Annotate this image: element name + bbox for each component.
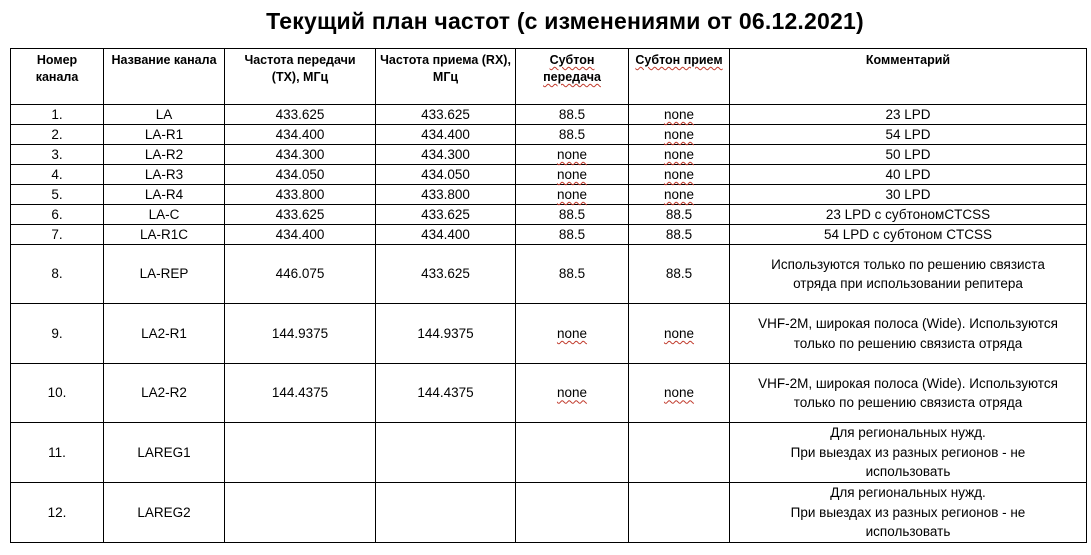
channel-name-cell — [104, 185, 225, 205]
rx-frequency-cell — [376, 245, 516, 304]
channel-name-cell-text: LA-R1C — [139, 227, 188, 242]
subtone-tx-cell-text: 88.5 — [558, 107, 586, 122]
comment-cell-text: 23 LPD с субтономCTCSS — [825, 207, 991, 222]
channel-number-cell-text: 4. — [51, 167, 63, 182]
comment-cell — [730, 304, 1087, 364]
rx-frequency-cell-text: 434.050 — [421, 167, 470, 182]
tx-frequency-cell-text: 446.075 — [275, 266, 325, 282]
table-body — [11, 105, 1087, 543]
table-header-row — [11, 49, 1087, 105]
comment-cell — [730, 245, 1087, 304]
header-subtone-rx — [629, 49, 730, 105]
rx-frequency-cell — [376, 165, 516, 185]
tx-frequency-cell — [225, 105, 376, 125]
comment-cell — [730, 225, 1087, 245]
frequency-plan-table — [10, 48, 1087, 543]
rx-frequency-cell — [376, 105, 516, 125]
rx-frequency-cell-text: 144.4375 — [417, 385, 474, 401]
channel-number-cell-text: 3. — [51, 147, 63, 162]
channel-name-cell-text: LA — [155, 107, 173, 122]
channel-name-cell — [104, 304, 225, 364]
subtone-rx-cell-text: none — [663, 127, 695, 142]
comment-cell — [730, 165, 1087, 185]
channel-number-cell-text: 8. — [51, 266, 63, 282]
channel-number-cell-text: 1. — [51, 107, 63, 122]
comment-cell — [730, 423, 1087, 483]
channel-name-cell-text: LA-C — [148, 207, 180, 222]
subtone-rx-cell — [629, 205, 730, 225]
subtone-tx-cell — [516, 423, 629, 483]
header-tx-frequency: Частота передачи (TX), МГц — [225, 49, 376, 105]
channel-name-cell-text: LAREG1 — [137, 444, 191, 460]
subtone-rx-cell — [629, 364, 730, 423]
subtone-rx-cell — [629, 125, 730, 145]
subtone-rx-cell — [629, 165, 730, 185]
channel-name-cell-text: LA2-R2 — [141, 385, 187, 401]
channel-number-cell — [11, 364, 104, 423]
comment-cell — [730, 125, 1087, 145]
table-row — [11, 225, 1087, 245]
comment-cell — [730, 145, 1087, 165]
channel-number-cell-text: 2. — [51, 127, 63, 142]
channel-number-cell — [11, 245, 104, 304]
subtone-tx-cell — [516, 364, 629, 423]
subtone-rx-cell-text: 88.5 — [665, 227, 693, 242]
tx-frequency-cell — [225, 483, 376, 543]
subtone-tx-cell-text: 88.5 — [558, 207, 586, 222]
subtone-rx-cell — [629, 483, 730, 543]
comment-cell-text: 40 LPD — [885, 167, 931, 182]
tx-frequency-cell-text: 144.4375 — [271, 385, 329, 401]
rx-frequency-cell — [376, 185, 516, 205]
subtone-tx-cell — [516, 165, 629, 185]
rx-frequency-cell — [376, 205, 516, 225]
table-row — [11, 423, 1087, 483]
comment-cell-text: 54 LPD с субтоном CTCSS — [824, 227, 992, 242]
header-subtone-tx-text: Субтон передача — [543, 53, 601, 84]
subtone-tx-cell — [516, 105, 629, 125]
tx-frequency-cell — [225, 125, 376, 145]
header-subtone-tx — [516, 49, 629, 105]
subtone-rx-cell-text: none — [663, 147, 695, 162]
subtone-rx-cell-text: none — [663, 325, 695, 341]
table-row — [11, 185, 1087, 205]
channel-number-cell — [11, 145, 104, 165]
channel-number-cell — [11, 483, 104, 543]
subtone-tx-cell-text: none — [556, 147, 588, 162]
subtone-tx-cell-text: 88.5 — [558, 127, 586, 142]
rx-frequency-cell — [376, 304, 516, 364]
tx-frequency-cell-text: 144.9375 — [271, 325, 329, 341]
channel-name-cell — [104, 205, 225, 225]
channel-number-cell — [11, 225, 104, 245]
subtone-rx-cell-text: 88.5 — [665, 266, 693, 282]
subtone-tx-cell — [516, 205, 629, 225]
comment-cell-text: Для региональных нужд. При выездах из разных регионов - не использовать — [790, 425, 1026, 480]
channel-number-cell-text: 9. — [51, 325, 63, 341]
subtone-rx-cell-text: none — [663, 167, 695, 182]
channel-name-cell — [104, 245, 225, 304]
comment-cell-text: 54 LPD — [885, 127, 931, 142]
rx-frequency-cell — [376, 364, 516, 423]
tx-frequency-cell-text: 434.400 — [275, 227, 325, 242]
table-row — [11, 105, 1087, 125]
subtone-tx-cell — [516, 125, 629, 145]
rx-frequency-cell — [376, 483, 516, 543]
channel-name-cell — [104, 145, 225, 165]
page-title: Текущий план частот (с изменениями от 06.12.2021) — [266, 8, 864, 34]
channel-number-cell — [11, 423, 104, 483]
channel-name-cell-text: LAREG2 — [137, 504, 191, 520]
channel-name-cell — [104, 423, 225, 483]
channel-number-cell — [11, 205, 104, 225]
table-row — [11, 145, 1087, 165]
rx-frequency-cell-text: 433.625 — [421, 207, 470, 222]
header-subtone-rx-text: Субтон прием — [635, 53, 723, 67]
table-row — [11, 483, 1087, 543]
channel-name-cell — [104, 125, 225, 145]
comment-cell — [730, 105, 1087, 125]
tx-frequency-cell-text: 434.400 — [275, 127, 325, 142]
subtone-rx-cell — [629, 304, 730, 364]
subtone-tx-cell-text: 88.5 — [558, 227, 586, 242]
subtone-rx-cell-text: none — [663, 187, 695, 202]
tx-frequency-cell-text: 434.300 — [275, 147, 325, 162]
subtone-tx-cell-text: none — [556, 385, 588, 401]
channel-number-cell — [11, 125, 104, 145]
channel-number-cell-text: 7. — [51, 227, 63, 242]
subtone-rx-cell — [629, 245, 730, 304]
tx-frequency-cell — [225, 145, 376, 165]
channel-number-cell-text: 6. — [51, 207, 63, 222]
header-channel-number: Номер канала — [11, 49, 104, 105]
subtone-tx-cell — [516, 245, 629, 304]
tx-frequency-cell — [225, 225, 376, 245]
channel-name-cell-text: LA-R1 — [144, 127, 184, 142]
tx-frequency-cell — [225, 165, 376, 185]
subtone-rx-cell — [629, 145, 730, 165]
channel-name-cell — [104, 364, 225, 423]
tx-frequency-cell — [225, 364, 376, 423]
comment-cell-text: 23 LPD — [885, 107, 931, 122]
rx-frequency-cell-text: 144.9375 — [417, 325, 474, 341]
comment-cell — [730, 483, 1087, 543]
channel-name-cell-text: LA-R2 — [144, 147, 184, 162]
tx-frequency-cell-text: 433.625 — [275, 207, 325, 222]
table-row — [11, 125, 1087, 145]
table-row — [11, 245, 1087, 304]
tx-frequency-cell — [225, 304, 376, 364]
channel-number-cell — [11, 165, 104, 185]
subtone-tx-cell-text: none — [556, 167, 588, 182]
table-row — [11, 165, 1087, 185]
comment-cell-text: VHF-2M, широкая полоса (Wide). Используются только по решению связиста отряда — [758, 316, 1058, 351]
subtone-rx-cell-text: none — [663, 107, 695, 122]
tx-frequency-cell — [225, 185, 376, 205]
subtone-tx-cell — [516, 185, 629, 205]
rx-frequency-cell-text: 433.800 — [421, 187, 470, 202]
rx-frequency-cell — [376, 125, 516, 145]
tx-frequency-cell-text: 433.625 — [275, 107, 325, 122]
subtone-rx-cell — [629, 185, 730, 205]
rx-frequency-cell — [376, 145, 516, 165]
channel-name-cell-text: LA-R4 — [144, 187, 184, 202]
channel-name-cell-text: LA-R3 — [144, 167, 184, 182]
channel-number-cell — [11, 185, 104, 205]
channel-number-cell-text: 12. — [47, 504, 67, 520]
comment-cell-text: 30 LPD — [885, 187, 931, 202]
tx-frequency-cell — [225, 245, 376, 304]
channel-name-cell-text: LA2-R1 — [141, 325, 187, 341]
header-channel-name: Название канала — [104, 49, 225, 105]
subtone-rx-cell — [629, 105, 730, 125]
header-comment: Комментарий — [730, 49, 1087, 105]
tx-frequency-cell — [225, 423, 376, 483]
table-row — [11, 205, 1087, 225]
comment-cell — [730, 185, 1087, 205]
subtone-rx-cell — [629, 423, 730, 483]
tx-frequency-cell — [225, 205, 376, 225]
rx-frequency-cell-text: 433.625 — [421, 266, 470, 282]
subtone-tx-cell — [516, 483, 629, 543]
header-rx-frequency: Частота приема (RX), МГц — [376, 49, 516, 105]
subtone-tx-cell-text: none — [556, 325, 588, 341]
channel-number-cell-text: 5. — [51, 187, 63, 202]
subtone-tx-cell — [516, 145, 629, 165]
rx-frequency-cell-text: 434.400 — [421, 127, 470, 142]
table-row — [11, 364, 1087, 423]
table-row — [11, 304, 1087, 364]
subtone-tx-cell — [516, 304, 629, 364]
tx-frequency-cell-text: 434.050 — [275, 167, 325, 182]
subtone-tx-cell-text: 88.5 — [558, 266, 586, 282]
channel-name-cell — [104, 225, 225, 245]
comment-cell-text: VHF-2M, широкая полоса (Wide). Используются только по решению связиста отряда — [758, 375, 1058, 410]
tx-frequency-cell-text: 433.800 — [275, 187, 325, 202]
comment-cell-text: Для региональных нужд. При выездах из разных регионов - не использовать — [790, 485, 1026, 540]
comment-cell-text: Используются только по решению связиста отряда при использовании репитера — [771, 256, 1045, 291]
subtone-rx-cell-text: none — [663, 385, 695, 401]
rx-frequency-cell-text: 433.625 — [421, 107, 470, 122]
comment-cell — [730, 364, 1087, 423]
channel-name-cell — [104, 165, 225, 185]
comment-cell — [730, 205, 1087, 225]
comment-cell-text: 50 LPD — [885, 147, 931, 162]
channel-name-cell-text: LA-REP — [139, 266, 189, 282]
channel-name-cell — [104, 483, 225, 543]
rx-frequency-cell-text: 434.400 — [421, 227, 470, 242]
subtone-tx-cell-text: none — [556, 187, 588, 202]
subtone-rx-cell — [629, 225, 730, 245]
channel-number-cell-text: 11. — [48, 444, 66, 460]
subtone-rx-cell-text: 88.5 — [665, 207, 693, 222]
rx-frequency-cell — [376, 423, 516, 483]
rx-frequency-cell-text: 434.300 — [421, 147, 470, 162]
channel-number-cell — [11, 105, 104, 125]
channel-name-cell — [104, 105, 225, 125]
channel-number-cell — [11, 304, 104, 364]
subtone-tx-cell — [516, 225, 629, 245]
rx-frequency-cell — [376, 225, 516, 245]
channel-number-cell-text: 10. — [47, 385, 67, 401]
